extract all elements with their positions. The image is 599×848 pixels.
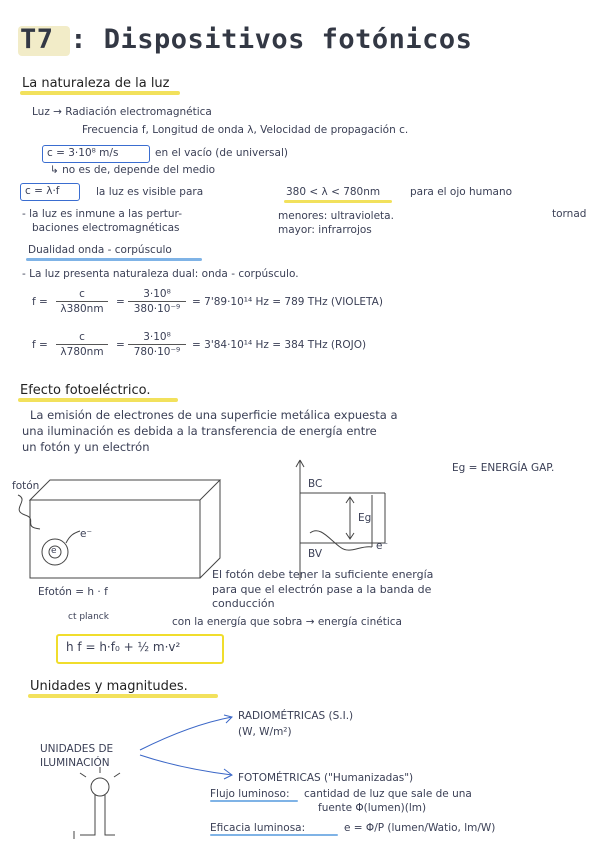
heading-underline — [20, 91, 180, 95]
text-line: - La luz presenta naturaleza dual: onda - corpúsculo. — [22, 268, 299, 280]
eficacia-underline — [210, 834, 338, 836]
text-line: El fotón debe tener la suficiente energía — [212, 568, 434, 581]
eficacia-label: Eficacia luminosa: — [210, 822, 306, 834]
foton-label: fotón — [12, 480, 40, 492]
eq2-den1: λ780nm — [60, 346, 104, 358]
eq1-result: = 7'89·10¹⁴ Hz = 789 THz (VIOLETA) — [192, 296, 383, 308]
bc-label: BC — [308, 478, 323, 490]
eq2-frac1 — [56, 331, 108, 358]
eq2-lhs: f = — [32, 339, 48, 351]
flujo-text-2: fuente Φ(lumen)(lm) — [318, 802, 427, 814]
emitted-electron-path — [66, 531, 80, 543]
text-line: en el vacío (de universal) — [155, 147, 288, 159]
eq2-den2: 780·10⁻⁹ — [133, 346, 181, 358]
eficacia-text: e = Φ/P (lumen/Watio, lm/W) — [344, 822, 496, 834]
text-line: una iluminación es debida a la transferencia de energía entre — [22, 424, 377, 438]
eq1-lhs: f = — [32, 296, 48, 308]
dualidad-underline — [26, 258, 202, 261]
arrow-to-fotometricas — [140, 755, 232, 775]
lightbulb-icon — [91, 778, 109, 796]
text-line: baciones electromagnéticas — [32, 222, 180, 234]
text-line: menores: ultravioleta. — [278, 210, 394, 222]
text-line: La emisión de electrones de una superficie metálica expuesta a — [30, 408, 398, 422]
eq2-num2: 3·10⁸ — [143, 331, 171, 343]
eq1-num1: c — [79, 288, 85, 300]
eq1-den1: λ380nm — [60, 303, 104, 315]
c-lambda-formula: c = λ·f — [25, 185, 60, 197]
text-line: conducción — [212, 597, 275, 610]
text-line: tornad — [552, 208, 587, 220]
text-line: para el ojo humano — [410, 186, 513, 198]
circuit-wire — [80, 795, 95, 835]
bv-label: BV — [308, 548, 323, 560]
flujo-label: Flujo luminoso: — [210, 788, 290, 800]
c-value: c = 3·10⁸ m/s — [47, 147, 119, 159]
section-heading-naturaleza: La naturaleza de la luz — [22, 76, 170, 91]
unidades-label-2: ILUMINACIÓN — [40, 757, 110, 769]
visible-range: 380 < λ < 780nm — [286, 186, 381, 198]
eq1-frac1 — [56, 288, 108, 315]
metal-box-side — [200, 480, 220, 578]
text-line: Luz → Radiación electromagnética — [32, 106, 212, 118]
section-heading-fotoelectrico: Efecto fotoeléctrico. — [20, 383, 151, 398]
planck-label: ct planck — [68, 612, 109, 622]
e-circle-label: e — [51, 546, 57, 556]
radiometricas-units: (W, W/m²) — [238, 726, 292, 738]
efoton-formula: Efotón = h · f — [38, 586, 108, 598]
text-line: para que el electrón pase a la banda de — [212, 583, 432, 596]
e-minus-label: e⁻ — [80, 528, 93, 540]
eq2-result: = 3'84·10¹⁴ Hz = 384 THz (ROJO) — [192, 339, 367, 351]
heading-underline — [28, 694, 218, 698]
eq2-num1: c — [79, 331, 85, 343]
text-line: - la luz es inmune a las pertur- — [22, 208, 182, 220]
flujo-text-1: cantidad de luz que sale de una — [304, 788, 472, 800]
heading-underline — [18, 398, 178, 402]
photoelectric-formula: h f = h·f₀ + ½ m·v² — [66, 640, 181, 654]
section-heading-unidades: Unidades y magnitudes. — [30, 679, 188, 694]
eq1-den2: 380·10⁻⁹ — [133, 303, 181, 315]
range-underline — [284, 200, 392, 203]
page-title: T7 : Dispositivos fotónicos — [20, 24, 473, 55]
text-line: con la energía que sobra → energía cinética — [172, 616, 402, 628]
electron-label: e⁻ — [376, 540, 389, 552]
fotometricas-label: FOTOMÉTRICAS ("Humanizadas") — [238, 772, 414, 784]
text-line: un fotón y un electrón — [22, 440, 150, 454]
eg-arrow-label: Eg — [358, 512, 372, 524]
eq1-frac2 — [128, 288, 186, 315]
eq2-frac2 — [128, 331, 186, 358]
metal-box-top — [30, 480, 220, 500]
arrow-to-radiometricas — [140, 717, 232, 750]
unidades-label-1: UNIDADES DE — [40, 743, 114, 755]
radiometricas-label: RADIOMÉTRICAS (S.I.) — [238, 710, 354, 722]
text-line: mayor: infrarrojos — [278, 224, 372, 236]
eq1-num2: 3·10⁸ — [143, 288, 171, 300]
text-line: ↳ no es de, depende del medio — [50, 164, 216, 176]
flujo-underline — [210, 800, 298, 802]
text-line: la luz es visible para — [96, 186, 204, 198]
eg-label: Eg = ENERGÍA GAP. — [452, 462, 555, 474]
dualidad-heading: Dualidad onda - corpúsculo — [28, 244, 172, 256]
text-line: Frecuencia f, Longitud de onda λ, Velocidad de propagación c. — [82, 124, 409, 136]
